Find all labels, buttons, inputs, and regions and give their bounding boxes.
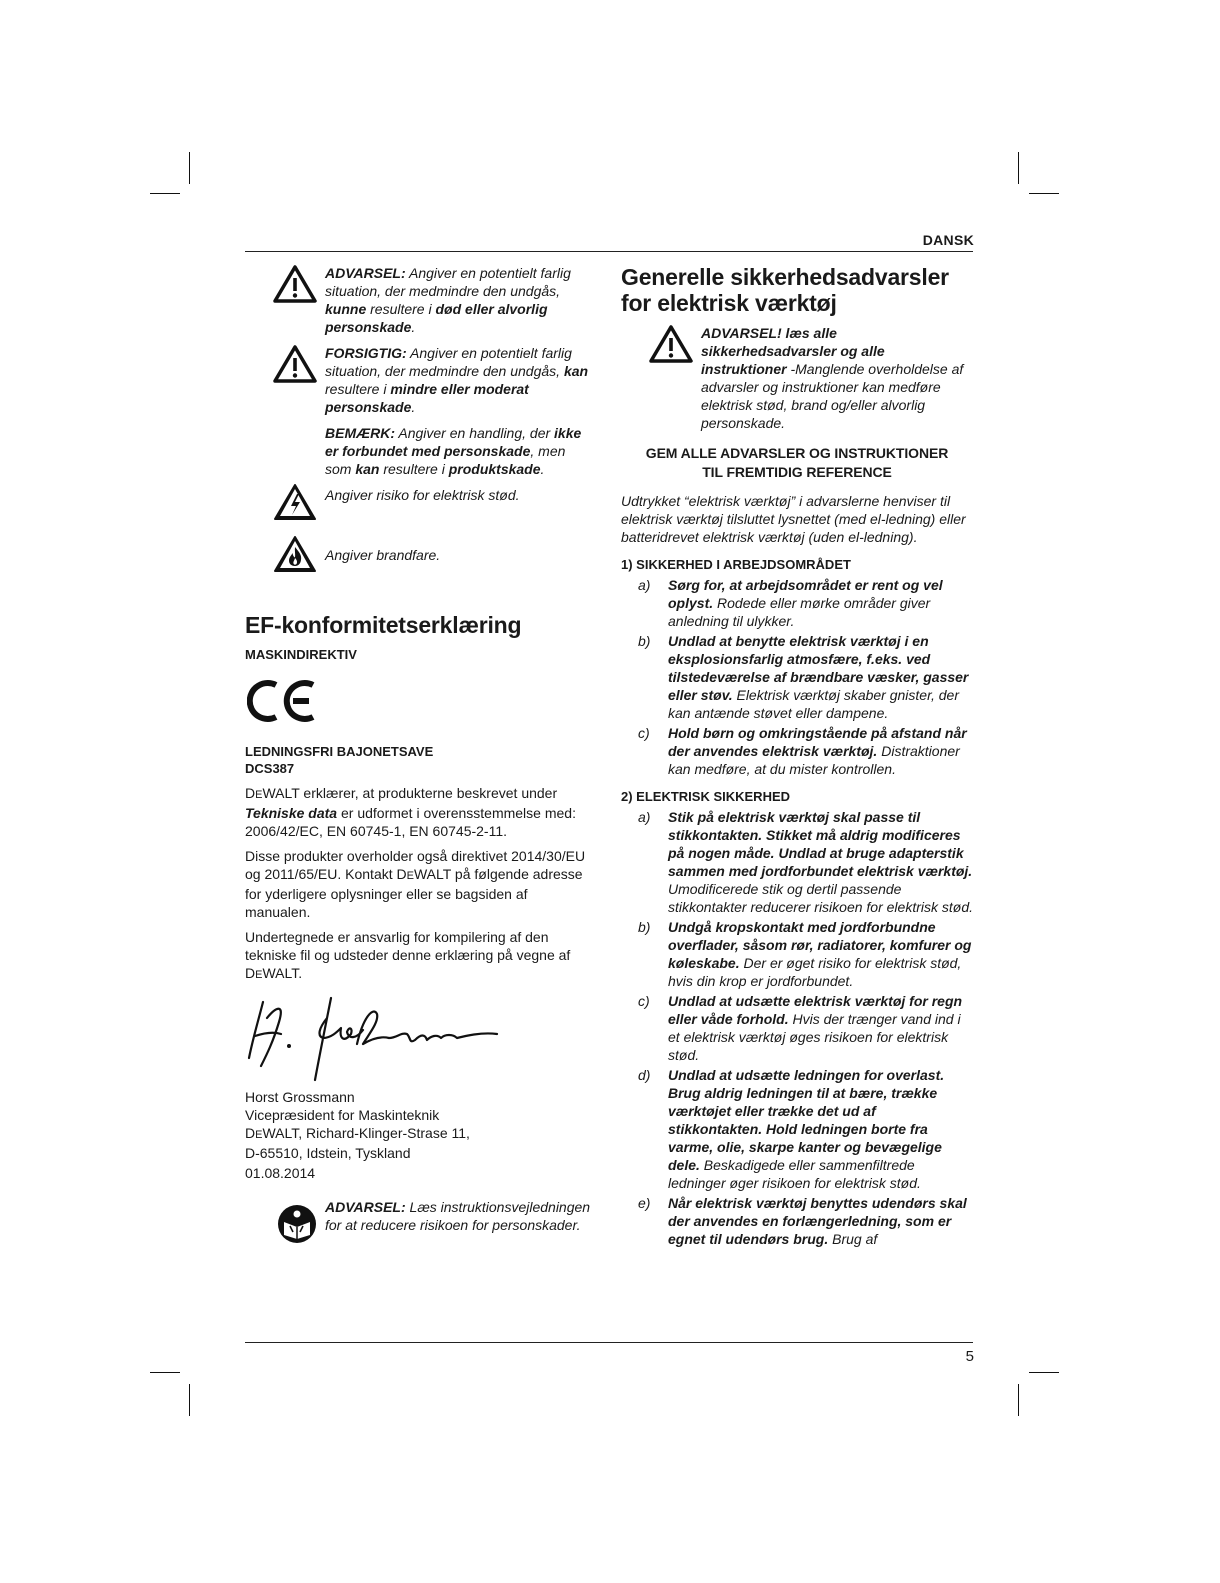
text-span: D	[245, 785, 256, 801]
declaration-paragraph	[245, 784, 595, 840]
list-item-text: Der er øget risiko for elektrisk stød, hvis din krop er jordforbundet.	[668, 955, 962, 989]
crop-mark	[1029, 1372, 1059, 1373]
crop-mark	[1018, 1384, 1019, 1416]
text-span: produktskade	[448, 461, 541, 477]
crop-mark	[1029, 193, 1059, 194]
list-item	[621, 724, 973, 778]
list-item	[621, 1194, 973, 1248]
bemaerk-label: BEMÆRK:	[325, 425, 395, 441]
list-item-bold: Når elektrisk værktøj benyttes udendørs skal der anvendes en forlængerledning, som er egnet til udendørs brug.	[668, 1195, 967, 1247]
product-name: LEDNINGSFRI BAJONETSAVE	[245, 744, 434, 759]
product-code: DCS387	[245, 761, 295, 776]
footer-rule	[245, 1342, 973, 1343]
text-span: er udformet i overensstemmelse med:	[337, 805, 576, 821]
text-span: Undertegnede er ansvarlig for kompilering af den tekniske fil og udsteder denne erklæring på vegne af D	[245, 929, 571, 981]
manual-warning	[245, 1198, 595, 1242]
signer-title: Vicepræsident for Maskinteknik	[245, 1107, 440, 1123]
fire-definition	[245, 534, 595, 578]
electrical-safety-list	[621, 808, 973, 1248]
list-item	[621, 1066, 973, 1192]
directive-paragraph	[245, 847, 595, 921]
read-manual-icon	[275, 1204, 319, 1244]
list-letter: c)	[638, 725, 650, 741]
list-item-text: Hvis der trænger vand ind i et elektrisk værktøj øges risikoen for elektrisk stød.	[668, 1011, 961, 1063]
list-item	[621, 632, 973, 722]
electric-shock-definition	[245, 482, 595, 526]
advarsel-label: ADVARSEL:	[325, 265, 406, 281]
list-letter: b)	[638, 919, 651, 935]
text-span: WALT på følgende adresse for yderligere oplysninger eller se bagsiden af manualen.	[245, 866, 583, 920]
text-span: .	[411, 319, 416, 335]
list-item-bold: Hold børn og omkringstående på afstand når der anvendes elektrisk værktøj.	[668, 725, 967, 759]
read-all-warning-text	[701, 324, 973, 432]
electric-shock-text: Angiver risiko for elektrisk stød.	[325, 487, 520, 503]
list-item-text: Beskadigede eller sammenfiltrede ledninger øger risikoen for elektrisk stød.	[668, 1157, 921, 1191]
forsigtig-text	[325, 344, 595, 416]
text-span: Læs instruktionsvejledningen for at reducere risikoen for personskader.	[325, 1199, 591, 1233]
advarsel-text	[325, 264, 595, 336]
signature-image	[245, 988, 505, 1084]
text-span: .	[411, 399, 416, 415]
text-span: E	[255, 969, 263, 981]
text-span: Angiver en potentielt farlig situation, der medmindre den undgås,	[325, 345, 572, 379]
right-column	[621, 264, 973, 1250]
list-letter: a)	[638, 577, 651, 593]
general-safety-title: Generelle sikkerhedsadvarsler for elektrisk værktøj	[621, 264, 949, 316]
text-span: , men som	[325, 443, 566, 477]
caution-triangle-icon	[273, 344, 317, 384]
fire-text: Angiver brandfare.	[325, 547, 441, 563]
text-span: Angiver en potentielt farlig situation, der medmindre den undgås,	[325, 265, 571, 299]
text-span: E	[255, 1129, 263, 1141]
text-span: GEM ALLE ADVARSLER OG INSTRUKTIONER	[645, 445, 949, 461]
text-span: kan	[563, 363, 589, 379]
list-item	[621, 918, 973, 990]
text-span: D	[245, 1125, 256, 1141]
text-span: resultere i	[379, 461, 449, 477]
caution-definition	[245, 344, 595, 416]
list-item-text: Elektrisk værktøj skaber gnister, der kan antænde støvet eller dampene.	[668, 687, 959, 721]
text-span: kan	[355, 461, 380, 477]
text-span: WALT, Richard-Klinger-Strase 11,	[262, 1125, 470, 1141]
section-work-area-title: 1) SIKKERHED I ARBEJDSOMRÅDET	[621, 557, 851, 572]
standards: 2006/42/EC, EN 60745-1, EN 60745-2-11.	[245, 823, 508, 839]
list-letter: c)	[638, 993, 650, 1009]
list-item	[621, 992, 973, 1064]
text-span: ADVARSEL! læs alle sikkerhedsadvarsler og alle instruktioner	[701, 325, 885, 377]
left-column	[245, 264, 595, 1250]
list-item-bold: Stik på elektrisk værktøj skal passe til stikkontakten. Stikket må aldrig modificeres på nogen måde. Undlad at bruge adapterstik sammen med jordforbundet elektrisk værktøj.	[668, 809, 973, 879]
text-span: kunne	[325, 301, 367, 317]
list-item-text: Brug af	[828, 1231, 878, 1247]
language-label: DANSK	[922, 232, 974, 248]
list-item-bold: Sørg for, at arbejdsområdet er rent og vel oplyst.	[668, 577, 943, 611]
ef-title: EF-konformitetserklæring	[245, 612, 522, 638]
crop-mark	[1018, 152, 1019, 184]
text-span: resultere i	[366, 301, 436, 317]
notice-definition	[245, 424, 595, 478]
crop-mark	[189, 152, 190, 184]
text-span: E	[255, 789, 263, 801]
list-letter: d)	[638, 1067, 651, 1083]
header-rule	[245, 251, 973, 252]
text-span: død eller alvorlig personskade	[325, 301, 548, 335]
text-span: TIL FREMTIDIG REFERENCE	[702, 464, 892, 480]
text-span: mindre eller moderat personskade	[325, 381, 529, 415]
list-item-bold: Undlad at udsætte ledningen for overlast. Brug aldrig ledningen til at bære, trække værktøjet eller trække det ud af stikkontakten. Hold ledningen borte fra varme, olie, skarpe kanter og bevægelige dele.	[668, 1067, 945, 1173]
crop-mark	[189, 1384, 190, 1416]
text-span: ADVARSEL:	[325, 1199, 406, 1215]
text-span: E	[406, 870, 414, 882]
signer-date: 01.08.2014	[245, 1165, 316, 1181]
warning-definition	[245, 264, 595, 336]
ce-mark-icon	[247, 677, 319, 725]
responsibility-paragraph	[245, 928, 595, 984]
warning-triangle-icon	[649, 324, 693, 364]
text-span: WALT erklærer, at produkterne beskrevet under	[262, 785, 558, 801]
page-number: 5	[965, 1348, 974, 1365]
list-item	[621, 808, 973, 916]
list-letter: a)	[638, 809, 651, 825]
forsigtig-label: FORSIGTIG:	[325, 345, 407, 361]
text-span: Angiver en handling, der	[395, 425, 555, 441]
crop-mark	[150, 1372, 180, 1373]
read-all-warning	[621, 324, 973, 432]
text-span: Disse produkter overholder også direktivet 2014/30/EU og 2011/65/EU. Kontakt D	[245, 848, 586, 882]
list-item-bold: Undlad at benytte elektrisk værktøj i en eksplosionsfarlig atmosfære, f.eks. ved tilstedeværelse af brændbare væsker, gasser eller støv.	[668, 633, 969, 703]
list-letter: e)	[638, 1195, 651, 1211]
signer-address-line1	[245, 1124, 595, 1144]
bemaerk-text	[325, 424, 595, 478]
machine-directive-label: MASKINDIREKTIV	[245, 647, 357, 662]
signer-address-line2: D-65510, Idstein, Tyskland	[245, 1145, 411, 1161]
list-item	[621, 576, 973, 630]
list-item-bold: Undlad at udsætte elektrisk værktøj for regn eller våde forhold.	[668, 993, 963, 1027]
fire-hazard-icon	[273, 534, 317, 574]
text-span: resultere i	[325, 381, 391, 397]
manual-warning-text	[325, 1198, 595, 1234]
signer-name: Horst Grossmann	[245, 1089, 355, 1105]
keep-instructions-heading	[621, 444, 973, 482]
list-item-bold: Undgå kropskontakt med jordforbundne overflader, såsom rør, radiatorer, komfurer og køleskabe.	[668, 919, 972, 971]
section-electrical-title: 2) ELEKTRISK SIKKERHED	[621, 789, 791, 804]
electric-shock-icon	[273, 482, 317, 522]
list-item-text: Umodificerede stik og dertil passende stikkontakter reducerer risikoen for elektrisk stød.	[668, 881, 973, 915]
list-letter: b)	[638, 633, 651, 649]
crop-mark	[150, 193, 180, 194]
text-span: -Manglende overholdelse af advarsler og instruktioner kan medføre elektrisk stød, brand og/eller alvorlig personskade.	[701, 361, 964, 431]
text-span: .	[540, 461, 545, 477]
warning-triangle-icon	[273, 264, 317, 304]
work-area-list	[621, 576, 973, 778]
intro-text: Udtrykket “elektrisk værktøj” i advarslerne henviser til elektrisk værktøj tilsluttet lysnettet (med el-ledning) eller batteridrevet elektrisk værktøj (uden el-ledning).	[621, 493, 966, 545]
text-span: ikke er forbundet med personskade	[325, 425, 582, 459]
list-item-text: Distraktioner kan medføre, at du mister kontrollen.	[668, 743, 960, 777]
text-span: WALT.	[262, 965, 303, 981]
text-span: Tekniske data	[245, 805, 338, 821]
list-item-text: Rodede eller mørke områder giver anledning til ulykker.	[668, 595, 931, 629]
